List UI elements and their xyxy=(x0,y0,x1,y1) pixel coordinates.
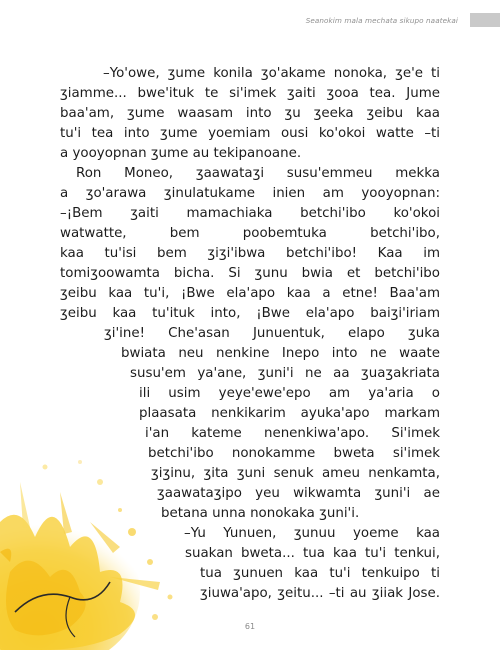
page-number: 61 xyxy=(244,622,256,631)
text-line: tua ʒunuen kaa tu'i tenkuipo ti xyxy=(200,566,440,581)
text-line: baa'am, ʒume waasam into ʒu ʒeeka ʒeibu kaa xyxy=(60,106,440,121)
text-line: ʒiuwa'apo, ʒeitu... –ti au ʒiiak Jose. xyxy=(200,586,440,601)
text-line: watwatte, bem poobemtuka betchi'ibo, xyxy=(60,226,440,241)
text-line: tomiʒoowamta bicha. Si ʒunu bwia et betchi'ibo xyxy=(60,266,440,281)
text-line: betchi'ibo nonokamme bweta si'imek xyxy=(148,446,440,461)
text-line: ʒiʒinu, ʒita ʒuni senuk ameu nenkamta, xyxy=(151,466,440,481)
text-line: bwiata neu nenkine Inepo into ne waate xyxy=(121,346,440,361)
text-line: kaa tu'isi bem ʒiʒi'ibwa betchi'ibo! Kaa im xyxy=(60,246,440,261)
text-line: betana unna nonokaka ʒuni'i. xyxy=(161,506,360,521)
text-line: a yooyopnan ʒume au tekipanoane. xyxy=(60,146,302,161)
text-line: tu'i tea into ʒume yoemiam ousi ko'okoi watte –ti xyxy=(60,126,440,141)
text-line: susu'em ya'ane, ʒuni'i ne aa ʒuaʒakriata xyxy=(130,366,440,381)
text-line: plaasata nenkikarim ayuka'apo markam xyxy=(139,406,440,421)
text-line: i'an kateme nenenkiwa'apo. Si'imek xyxy=(145,426,440,441)
text-line: ʒiamme... bwe'ituk te si'imek ʒaiti ʒooa tea. Jume xyxy=(60,86,440,101)
running-header: Seanokim mala mechata sikupo naatekai xyxy=(305,16,458,25)
text-line: –Yu Yunuen, ʒunuu yoeme kaa xyxy=(184,526,440,541)
text-line: ʒi'ine! Che'asan Junuentuk, elapo ʒuka xyxy=(104,326,440,341)
text-line: ʒeibu kaa tu'ituk into, ¡Bwe ela'apo baiʒi'iriam xyxy=(60,306,440,321)
text-line: ʒeibu kaa tu'i, ¡Bwe ela'apo kaa a etne! Baa'am xyxy=(60,286,440,301)
text-line: ili usim yeye'ewe'epo am ya'aria o xyxy=(139,386,440,401)
text-line: ʒaawataʒipo yeu wikwamta ʒuni'i ae xyxy=(157,486,440,501)
text-line: –¡Bem ʒaiti mamachiaka betchi'ibo ko'okoi xyxy=(60,206,440,221)
text-line: a ʒo'arawa ʒinulatukame inien am yooyopnan: xyxy=(60,186,440,201)
text-line: suakan bweta... tua kaa tu'i tenkui, xyxy=(185,546,440,561)
text-line: Ron Moneo, ʒaawataʒi susu'emmeu mekka xyxy=(76,166,440,181)
text-line: –Yo'owe, ʒume konila ʒo'akame nonoka, ʒe'e ti xyxy=(103,66,440,81)
